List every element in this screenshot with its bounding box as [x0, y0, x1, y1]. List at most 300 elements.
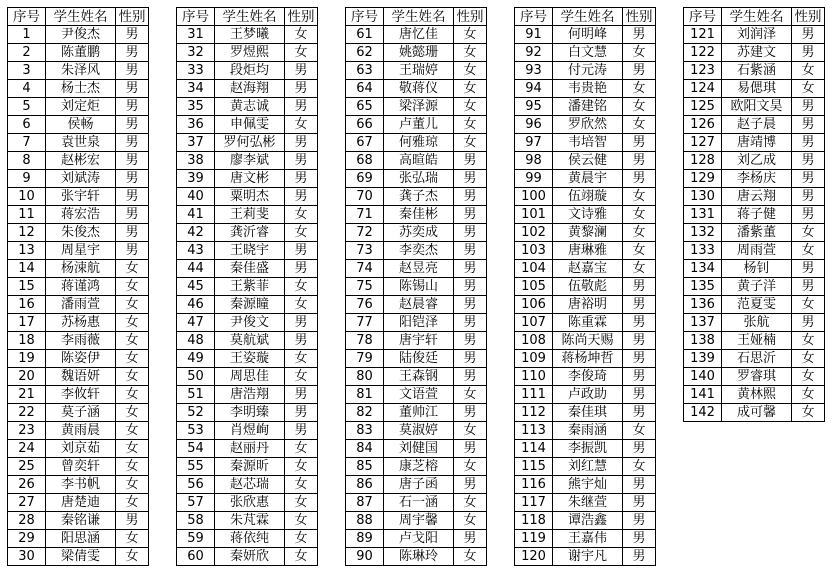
student-number: 38	[177, 152, 215, 170]
student-gender: 女	[116, 476, 149, 494]
student-name: 唐琳雅	[553, 242, 623, 260]
table-row	[8, 368, 149, 386]
student-gender: 男	[285, 152, 318, 170]
header-gender: 性别	[623, 8, 656, 26]
student-number: 140	[684, 368, 722, 386]
student-gender: 男	[454, 278, 487, 296]
student-name: 苏建文	[722, 44, 792, 62]
student-name: 李振凯	[553, 440, 623, 458]
table-row	[684, 134, 825, 152]
student-gender: 女	[623, 422, 656, 440]
student-gender: 女	[623, 458, 656, 476]
table-row	[8, 44, 149, 62]
student-gender: 女	[454, 26, 487, 44]
table-header-row	[684, 8, 825, 26]
student-number: 91	[515, 26, 553, 44]
table-row	[346, 494, 487, 512]
student-number: 59	[177, 530, 215, 548]
student-gender: 男	[454, 404, 487, 422]
student-number: 113	[515, 422, 553, 440]
roster-table-4	[514, 7, 656, 566]
header-no: 序号	[177, 8, 215, 26]
table-row	[8, 494, 149, 512]
student-gender: 女	[792, 350, 825, 368]
student-name: 张航	[722, 314, 792, 332]
table-row	[8, 224, 149, 242]
student-name: 王紫菲	[215, 278, 285, 296]
student-name: 尹俊文	[215, 314, 285, 332]
student-name: 伍翊璇	[553, 188, 623, 206]
student-number: 1	[8, 26, 46, 44]
student-number: 42	[177, 224, 215, 242]
student-name: 魏语妍	[46, 368, 116, 386]
table-row	[346, 368, 487, 386]
student-gender: 女	[285, 440, 318, 458]
student-name: 杨钊	[722, 260, 792, 278]
student-gender: 男	[454, 170, 487, 188]
student-number: 78	[346, 332, 384, 350]
student-gender: 男	[454, 296, 487, 314]
student-gender: 女	[454, 422, 487, 440]
student-number: 110	[515, 368, 553, 386]
student-name: 陈姿伊	[46, 350, 116, 368]
table-row	[684, 170, 825, 188]
table-row	[515, 44, 656, 62]
student-number: 32	[177, 44, 215, 62]
table-row	[177, 476, 318, 494]
student-gender: 女	[116, 458, 149, 476]
student-name: 张弘瑞	[384, 170, 454, 188]
student-name: 周宇馨	[384, 512, 454, 530]
student-name: 朱泽风	[46, 62, 116, 80]
student-number: 65	[346, 98, 384, 116]
student-number: 104	[515, 260, 553, 278]
student-number: 92	[515, 44, 553, 62]
student-name: 赵子晨	[722, 116, 792, 134]
table-row	[177, 80, 318, 98]
student-number: 75	[346, 278, 384, 296]
student-number: 13	[8, 242, 46, 260]
student-gender: 男	[285, 98, 318, 116]
student-name: 粟明杰	[215, 188, 285, 206]
student-name: 秦铭谦	[46, 512, 116, 530]
student-number: 61	[346, 26, 384, 44]
student-name: 秦佳彬	[384, 206, 454, 224]
student-gender: 女	[792, 332, 825, 350]
student-number: 74	[346, 260, 384, 278]
table-row	[515, 404, 656, 422]
table-row	[684, 98, 825, 116]
student-name: 阳思涵	[46, 530, 116, 548]
student-number: 94	[515, 80, 553, 98]
student-number: 93	[515, 62, 553, 80]
header-name: 学生姓名	[553, 8, 623, 26]
table-row	[515, 314, 656, 332]
student-number: 83	[346, 422, 384, 440]
student-gender: 男	[623, 494, 656, 512]
header-gender: 性别	[285, 8, 318, 26]
student-name: 文诗雅	[553, 206, 623, 224]
table-row	[8, 296, 149, 314]
table-row	[177, 332, 318, 350]
student-gender: 男	[454, 332, 487, 350]
student-name: 刘润泽	[722, 26, 792, 44]
table-row	[346, 296, 487, 314]
header-gender: 性别	[792, 8, 825, 26]
student-gender: 女	[792, 404, 825, 422]
table-row	[8, 476, 149, 494]
student-name: 梁倩雯	[46, 548, 116, 566]
student-number: 24	[8, 440, 46, 458]
student-gender: 女	[454, 494, 487, 512]
table-row	[346, 134, 487, 152]
student-number: 95	[515, 98, 553, 116]
table-row	[177, 350, 318, 368]
student-name: 侯云健	[553, 152, 623, 170]
student-number: 126	[684, 116, 722, 134]
student-gender: 男	[454, 476, 487, 494]
student-number: 115	[515, 458, 553, 476]
table-row	[515, 80, 656, 98]
student-gender: 女	[116, 386, 149, 404]
student-name: 姚懿珊	[384, 44, 454, 62]
student-name: 卢戈阳	[384, 530, 454, 548]
student-gender: 男	[285, 242, 318, 260]
table-row	[515, 548, 656, 566]
student-number: 40	[177, 188, 215, 206]
student-gender: 男	[285, 422, 318, 440]
student-name: 张宇轩	[46, 188, 116, 206]
student-gender: 女	[285, 494, 318, 512]
table-row	[515, 494, 656, 512]
student-gender: 女	[623, 206, 656, 224]
student-name: 刘定炬	[46, 98, 116, 116]
student-number: 48	[177, 332, 215, 350]
student-gender: 男	[285, 404, 318, 422]
student-name: 陈锡山	[384, 278, 454, 296]
table-row	[515, 170, 656, 188]
table-row	[684, 26, 825, 44]
student-gender: 女	[454, 116, 487, 134]
student-number: 20	[8, 368, 46, 386]
student-number: 70	[346, 188, 384, 206]
student-number: 23	[8, 422, 46, 440]
table-row	[346, 476, 487, 494]
student-gender: 男	[116, 44, 149, 62]
student-name: 苏奕成	[384, 224, 454, 242]
student-gender: 女	[454, 512, 487, 530]
table-row	[8, 188, 149, 206]
student-gender: 女	[116, 530, 149, 548]
student-name: 赵芯瑞	[215, 476, 285, 494]
student-number: 135	[684, 278, 722, 296]
table-row	[8, 332, 149, 350]
student-gender: 男	[623, 26, 656, 44]
student-number: 120	[515, 548, 553, 566]
table-row	[346, 332, 487, 350]
student-gender: 男	[454, 206, 487, 224]
table-row	[8, 404, 149, 422]
table-header-row	[515, 8, 656, 26]
student-name: 潘建铭	[553, 98, 623, 116]
student-gender: 男	[792, 206, 825, 224]
student-gender: 女	[116, 332, 149, 350]
student-gender: 男	[454, 314, 487, 332]
table-row	[177, 530, 318, 548]
student-name: 梁泽源	[384, 98, 454, 116]
table-row	[515, 206, 656, 224]
student-number: 109	[515, 350, 553, 368]
student-number: 105	[515, 278, 553, 296]
table-row	[684, 242, 825, 260]
table-row	[515, 422, 656, 440]
student-gender: 男	[623, 404, 656, 422]
student-name: 李杨庆	[722, 170, 792, 188]
table-row	[8, 314, 149, 332]
student-gender: 女	[454, 98, 487, 116]
student-number: 66	[346, 116, 384, 134]
student-gender: 男	[623, 386, 656, 404]
student-gender: 男	[116, 188, 149, 206]
student-number: 46	[177, 296, 215, 314]
student-number: 52	[177, 404, 215, 422]
table-row	[8, 242, 149, 260]
student-name: 莫淑婷	[384, 422, 454, 440]
table-row	[177, 134, 318, 152]
student-gender: 男	[116, 242, 149, 260]
student-number: 76	[346, 296, 384, 314]
student-gender: 男	[285, 332, 318, 350]
student-number: 100	[515, 188, 553, 206]
student-name: 廖李斌	[215, 152, 285, 170]
student-name: 王娅楠	[722, 332, 792, 350]
table-row	[346, 260, 487, 278]
student-number: 141	[684, 386, 722, 404]
table-row	[177, 314, 318, 332]
student-number: 33	[177, 62, 215, 80]
table-row	[346, 44, 487, 62]
student-gender: 男	[792, 188, 825, 206]
student-name: 陆俊廷	[384, 350, 454, 368]
student-number: 5	[8, 98, 46, 116]
student-name: 卢董儿	[384, 116, 454, 134]
student-name: 谭浩鑫	[553, 512, 623, 530]
student-gender: 女	[792, 296, 825, 314]
student-name: 唐浩翔	[215, 386, 285, 404]
student-name: 潘紫董	[722, 224, 792, 242]
student-name: 卢政助	[553, 386, 623, 404]
student-gender: 女	[285, 350, 318, 368]
student-number: 12	[8, 224, 46, 242]
table-row	[684, 116, 825, 134]
student-gender: 男	[454, 350, 487, 368]
student-number: 88	[346, 512, 384, 530]
student-name: 李俊琦	[553, 368, 623, 386]
student-number: 79	[346, 350, 384, 368]
table-row	[515, 242, 656, 260]
table-row	[177, 512, 318, 530]
student-number: 118	[515, 512, 553, 530]
student-name: 石思沂	[722, 350, 792, 368]
table-header-row	[8, 8, 149, 26]
table-row	[515, 530, 656, 548]
student-gender: 女	[792, 80, 825, 98]
student-gender: 男	[792, 152, 825, 170]
roster-table-5	[683, 7, 825, 422]
table-row	[8, 98, 149, 116]
student-number: 131	[684, 206, 722, 224]
header-no: 序号	[515, 8, 553, 26]
student-number: 123	[684, 62, 722, 80]
table-row	[515, 332, 656, 350]
student-gender: 男	[623, 170, 656, 188]
student-name: 秦妍欣	[215, 548, 285, 566]
student-number: 19	[8, 350, 46, 368]
table-row	[515, 350, 656, 368]
student-name: 李明臻	[215, 404, 285, 422]
table-row	[346, 512, 487, 530]
student-name: 付元涛	[553, 62, 623, 80]
table-row	[515, 512, 656, 530]
student-number: 14	[8, 260, 46, 278]
header-gender: 性别	[116, 8, 149, 26]
table-row	[515, 296, 656, 314]
student-name: 伍敬彪	[553, 278, 623, 296]
student-name: 赵晨睿	[384, 296, 454, 314]
student-gender: 男	[623, 548, 656, 566]
student-number: 114	[515, 440, 553, 458]
student-gender: 男	[792, 116, 825, 134]
student-gender: 男	[285, 260, 318, 278]
student-gender: 男	[454, 188, 487, 206]
student-gender: 男	[454, 152, 487, 170]
student-number: 84	[346, 440, 384, 458]
student-number: 108	[515, 332, 553, 350]
student-number: 130	[684, 188, 722, 206]
student-number: 107	[515, 314, 553, 332]
student-gender: 女	[454, 548, 487, 566]
table-row	[8, 512, 149, 530]
student-number: 89	[346, 530, 384, 548]
student-name: 王瑞婷	[384, 62, 454, 80]
student-name: 李攸轩	[46, 386, 116, 404]
student-number: 63	[346, 62, 384, 80]
table-row	[8, 152, 149, 170]
table-row	[684, 44, 825, 62]
student-gender: 男	[792, 314, 825, 332]
student-gender: 男	[454, 242, 487, 260]
table-row	[177, 386, 318, 404]
student-name: 敬蒋仪	[384, 80, 454, 98]
student-name: 蒋宏浩	[46, 206, 116, 224]
table-row	[346, 98, 487, 116]
table-row	[177, 296, 318, 314]
table-row	[8, 458, 149, 476]
table-row	[177, 440, 318, 458]
table-row	[515, 278, 656, 296]
student-name: 蒋谨鸿	[46, 278, 116, 296]
student-name: 陈琳玲	[384, 548, 454, 566]
student-gender: 男	[623, 62, 656, 80]
student-name: 秦源昕	[215, 458, 285, 476]
table-row	[177, 458, 318, 476]
student-number: 26	[8, 476, 46, 494]
student-name: 潘雨萱	[46, 296, 116, 314]
student-number: 111	[515, 386, 553, 404]
table-row	[8, 80, 149, 98]
student-number: 54	[177, 440, 215, 458]
student-number: 82	[346, 404, 384, 422]
student-gender: 女	[116, 314, 149, 332]
table-row	[177, 44, 318, 62]
student-number: 99	[515, 170, 553, 188]
student-name: 赵海翔	[215, 80, 285, 98]
student-number: 62	[346, 44, 384, 62]
table-row	[177, 116, 318, 134]
student-number: 85	[346, 458, 384, 476]
student-number: 132	[684, 224, 722, 242]
student-gender: 男	[116, 116, 149, 134]
student-name: 李雨薇	[46, 332, 116, 350]
student-name: 秦源瞳	[215, 296, 285, 314]
student-name: 成可馨	[722, 404, 792, 422]
student-number: 9	[8, 170, 46, 188]
student-number: 119	[515, 530, 553, 548]
student-number: 138	[684, 332, 722, 350]
student-number: 8	[8, 152, 46, 170]
student-number: 137	[684, 314, 722, 332]
table-row	[684, 62, 825, 80]
student-number: 77	[346, 314, 384, 332]
student-number: 80	[346, 368, 384, 386]
student-gender: 女	[623, 98, 656, 116]
student-gender: 女	[116, 494, 149, 512]
table-row	[8, 530, 149, 548]
student-number: 96	[515, 116, 553, 134]
student-number: 64	[346, 80, 384, 98]
student-name: 何明峰	[553, 26, 623, 44]
student-gender: 女	[454, 134, 487, 152]
table-row	[515, 134, 656, 152]
student-name: 罗煜熙	[215, 44, 285, 62]
table-row	[346, 26, 487, 44]
student-gender: 男	[454, 260, 487, 278]
table-row	[177, 206, 318, 224]
student-number: 2	[8, 44, 46, 62]
student-name: 唐云翔	[722, 188, 792, 206]
student-name: 陈重霖	[553, 314, 623, 332]
student-number: 22	[8, 404, 46, 422]
student-number: 72	[346, 224, 384, 242]
student-gender: 女	[454, 44, 487, 62]
student-name: 周雨萱	[722, 242, 792, 260]
student-gender: 男	[285, 170, 318, 188]
table-row	[346, 152, 487, 170]
student-name: 黄晨宇	[553, 170, 623, 188]
header-name: 学生姓名	[384, 8, 454, 26]
student-gender: 男	[454, 530, 487, 548]
student-name: 秦佳盛	[215, 260, 285, 278]
student-gender: 男	[623, 368, 656, 386]
header-name: 学生姓名	[46, 8, 116, 26]
student-name: 文语萱	[384, 386, 454, 404]
student-number: 60	[177, 548, 215, 566]
student-number: 17	[8, 314, 46, 332]
student-name: 刘乙成	[722, 152, 792, 170]
student-gender: 男	[285, 134, 318, 152]
student-name: 阳铠泽	[384, 314, 454, 332]
student-gender: 女	[285, 44, 318, 62]
